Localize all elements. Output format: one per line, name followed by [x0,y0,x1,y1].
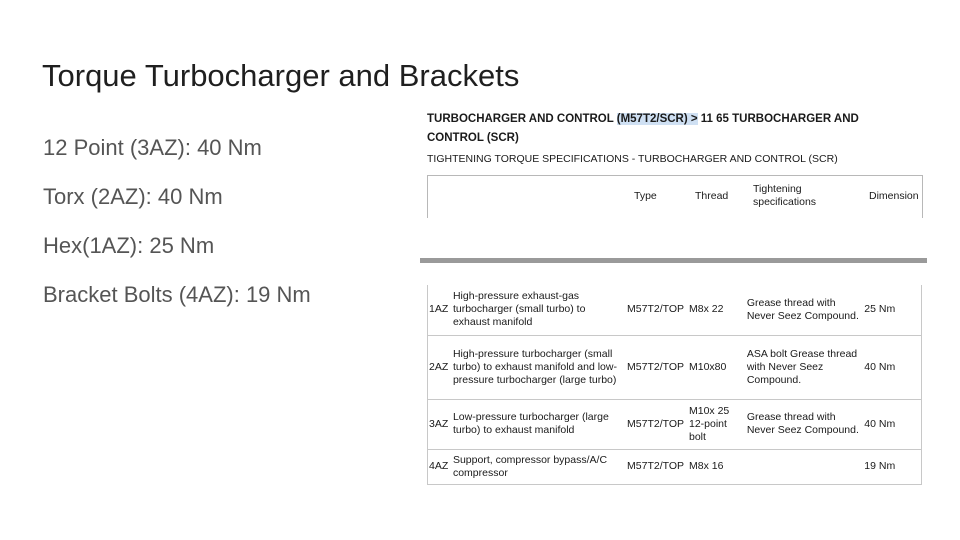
spec-subheading: TIGHTENING TORQUE SPECIFICATIONS - TURBOCHARGER AND CONTROL (SCR) [427,153,838,165]
cell-type: M57T2/TOP [626,449,688,484]
cell-spec: Grease thread with Never Seez Compound. [746,399,863,449]
cell-thread: M10x80 [688,335,746,399]
cell-type: M57T2/TOP [626,335,688,399]
list-item: Bracket Bolts (4AZ): 19 Nm [43,282,311,307]
header-type: Type [634,190,657,202]
cell-dim: 25 Nm [863,285,921,335]
table-row [428,449,922,484]
cell-id: 1AZ [428,285,452,335]
cell-dim: 40 Nm [863,335,921,399]
list-item: Hex(1AZ): 25 Nm [43,233,215,258]
breadcrumb-highlight: (M57T2/SCR) > [616,113,698,125]
cell-dim: 40 Nm [863,399,921,449]
table-row [428,399,922,449]
torque-table [427,285,922,485]
cell-type: M57T2/TOP [626,285,688,335]
torque-list [43,133,311,329]
header-thread: Thread [695,190,729,202]
header-spec: Tightening specifications [753,183,817,208]
divider-bar [420,258,927,263]
cell-thread: M8x 16 [688,449,746,484]
cell-thread: M8x 22 [688,285,746,335]
slide-title: Torque Turbocharger and Brackets [42,58,520,93]
table-row [428,335,922,399]
list-item: 12 Point (3AZ): 40 Nm [43,135,262,160]
cell-desc: High-pressure turbocharger (small turbo) to exhaust manifold and low-pressure turbocharger (large turbo) [452,335,626,399]
cell-spec: ASA bolt Grease thread with Never Seez Compound. [746,335,863,399]
cell-id: 4AZ [428,449,452,484]
header-dimension: Dimension [869,190,919,202]
table-row [428,285,922,335]
cell-desc: Low-pressure turbocharger (large turbo) to exhaust manifold [452,399,626,449]
cell-thread: M10x 25 12-point bolt [688,399,746,449]
breadcrumb-part: TURBOCHARGER AND CONTROL [427,113,617,125]
cell-desc: High-pressure exhaust-gas turbocharger (small turbo) to exhaust manifold [452,285,626,335]
table-header [427,175,923,218]
cell-id: 2AZ [428,335,452,399]
breadcrumb-part: 11 65 TURBOCHARGER AND CONTROL (SCR) [427,113,859,144]
cell-type: M57T2/TOP [626,399,688,449]
cell-spec: Grease thread with Never Seez Compound. [746,285,863,335]
list-item: Torx (2AZ): 40 Nm [43,184,223,209]
cell-desc: Support, compressor bypass/A/C compressor [452,449,626,484]
cell-spec [746,449,863,484]
cell-id: 3AZ [428,399,452,449]
cell-dim: 19 Nm [863,449,921,484]
breadcrumb [427,110,897,148]
